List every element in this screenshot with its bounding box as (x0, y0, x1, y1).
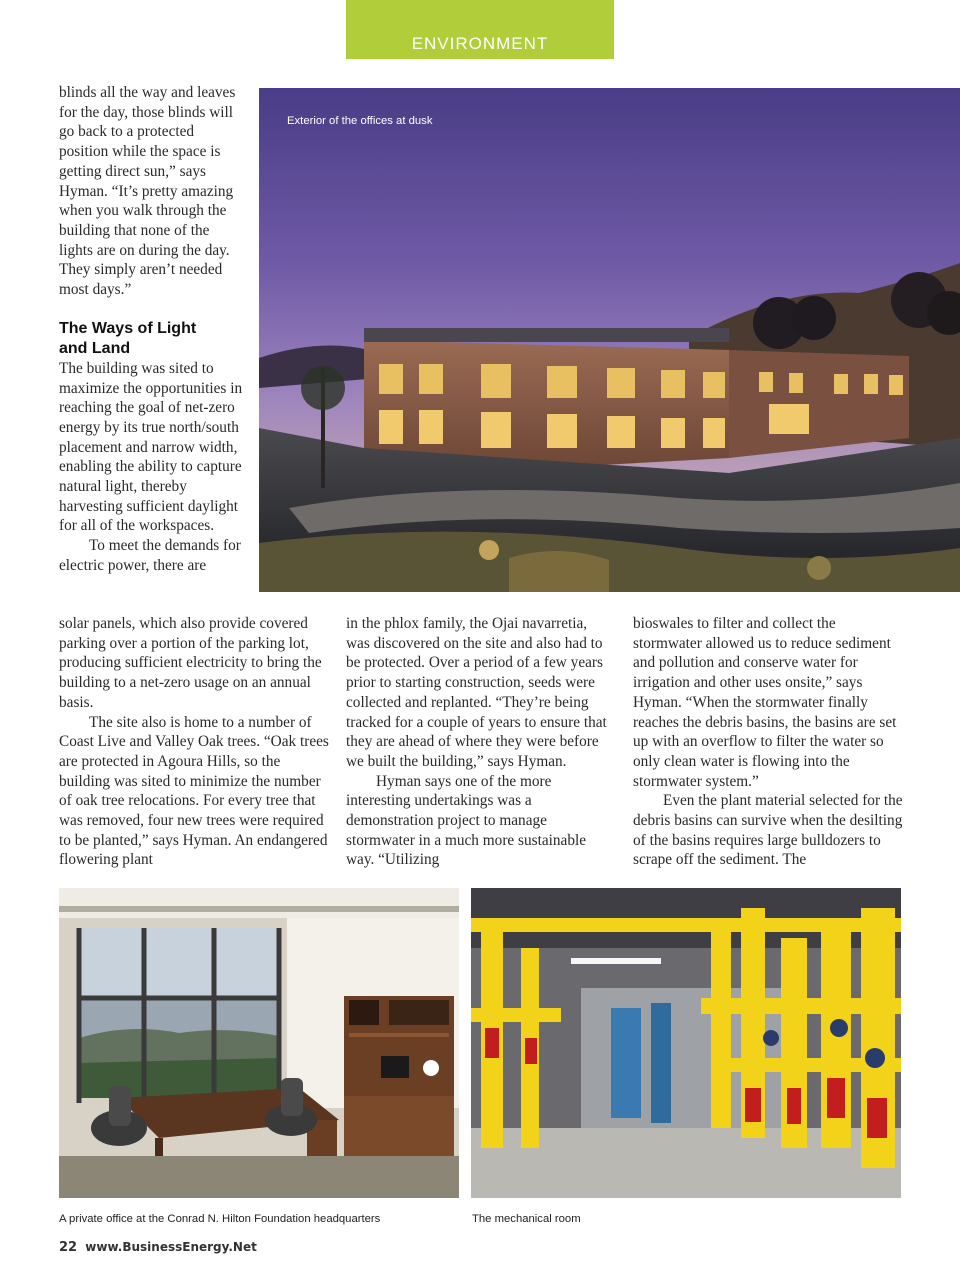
exterior-photo-caption: Exterior of the offices at dusk (287, 115, 433, 127)
column-3 (633, 614, 903, 870)
footer-website: www.BusinessEnergy.Net (85, 1240, 257, 1254)
mechanical-room-caption: The mechanical room (472, 1213, 581, 1225)
col1-paragraph-1: The building was sited to maximize the opportunities in reaching the goal of net-zero energy by its true north/south placement and narrow width, enabling the ability to capture natural light, thereby harvesting sufficient daylight for all of the workspaces. (59, 359, 243, 535)
col1-paragraph-2: To meet the demands for electric power, there are (59, 537, 241, 574)
col1-top-paragraph: blinds all the way and leaves for the day, those blinds will go back to a protected position while the space is getting direct sun,” says Hyman. “It’s pretty amazing when you walk through the building that none of the lights are on during the day. They simply aren’t needed most days.” (59, 84, 236, 299)
column-2 (346, 614, 611, 870)
section-tab: ENVIRONMENT (346, 0, 614, 59)
office-photo-caption: A private office at the Conrad N. Hilton Foundation headquarters (59, 1213, 381, 1225)
column-1-upper (59, 83, 244, 576)
column-1-lower (59, 614, 329, 870)
subhead-line-1: The Ways of Light (59, 320, 197, 338)
office-photo (59, 888, 459, 1198)
col2-paragraph-2: Hyman says one of the more interesting undertakings was a demonstration project to manage stormwater in a much more sustainable way. “Utilizing (346, 772, 587, 869)
col3-paragraph-2: Even the plant material selected for the debris basins can survive when the desilting of the basins requires large bulldozers to scrape off the sediment. The (633, 792, 903, 869)
col1-paragraph-3: The site also is home to a number of Coast Live and Valley Oak trees. “Oak trees are protected in Agoura Hills, so the building was sited to minimize the number of oak tree relocations. For every tree that was removed, four new trees were required to be planted,” says Hyman. An endangered flowering plant (59, 713, 329, 869)
subhead-line-2: and Land (59, 340, 131, 358)
col2-paragraph-1: in the phlox family, the Ojai navarretia, was discovered on the site and also had to be protected. Over a period of a few years prior to starting construction, seeds were collected and replanted. “They’re being tracked for a couple of years to ensure that they are ahead of where they were before we built the building,” says Hyman. (346, 615, 607, 770)
col3-paragraph-1: bioswales to filter and collect the stormwater allowed us to reduce sediment and pollution and conserve water for irrigation and other uses onsite,” says Hyman. “When the stormwater finally reaches the debris basins, the basins are set up with an overflow to filter the water so only clean water is flowing into the stormwater system.” (633, 615, 897, 790)
col1-paragraph-2-cont: solar panels, which also provide covered parking over a portion of the parking lot, producing sufficient electricity to bring the building to a net-zero usage on an annual basis. (59, 615, 322, 711)
subhead (59, 319, 244, 358)
page-footer (59, 1240, 257, 1255)
exterior-photo (259, 88, 960, 592)
page-number: 22 (59, 1240, 78, 1255)
mechanical-room-photo (471, 888, 901, 1198)
